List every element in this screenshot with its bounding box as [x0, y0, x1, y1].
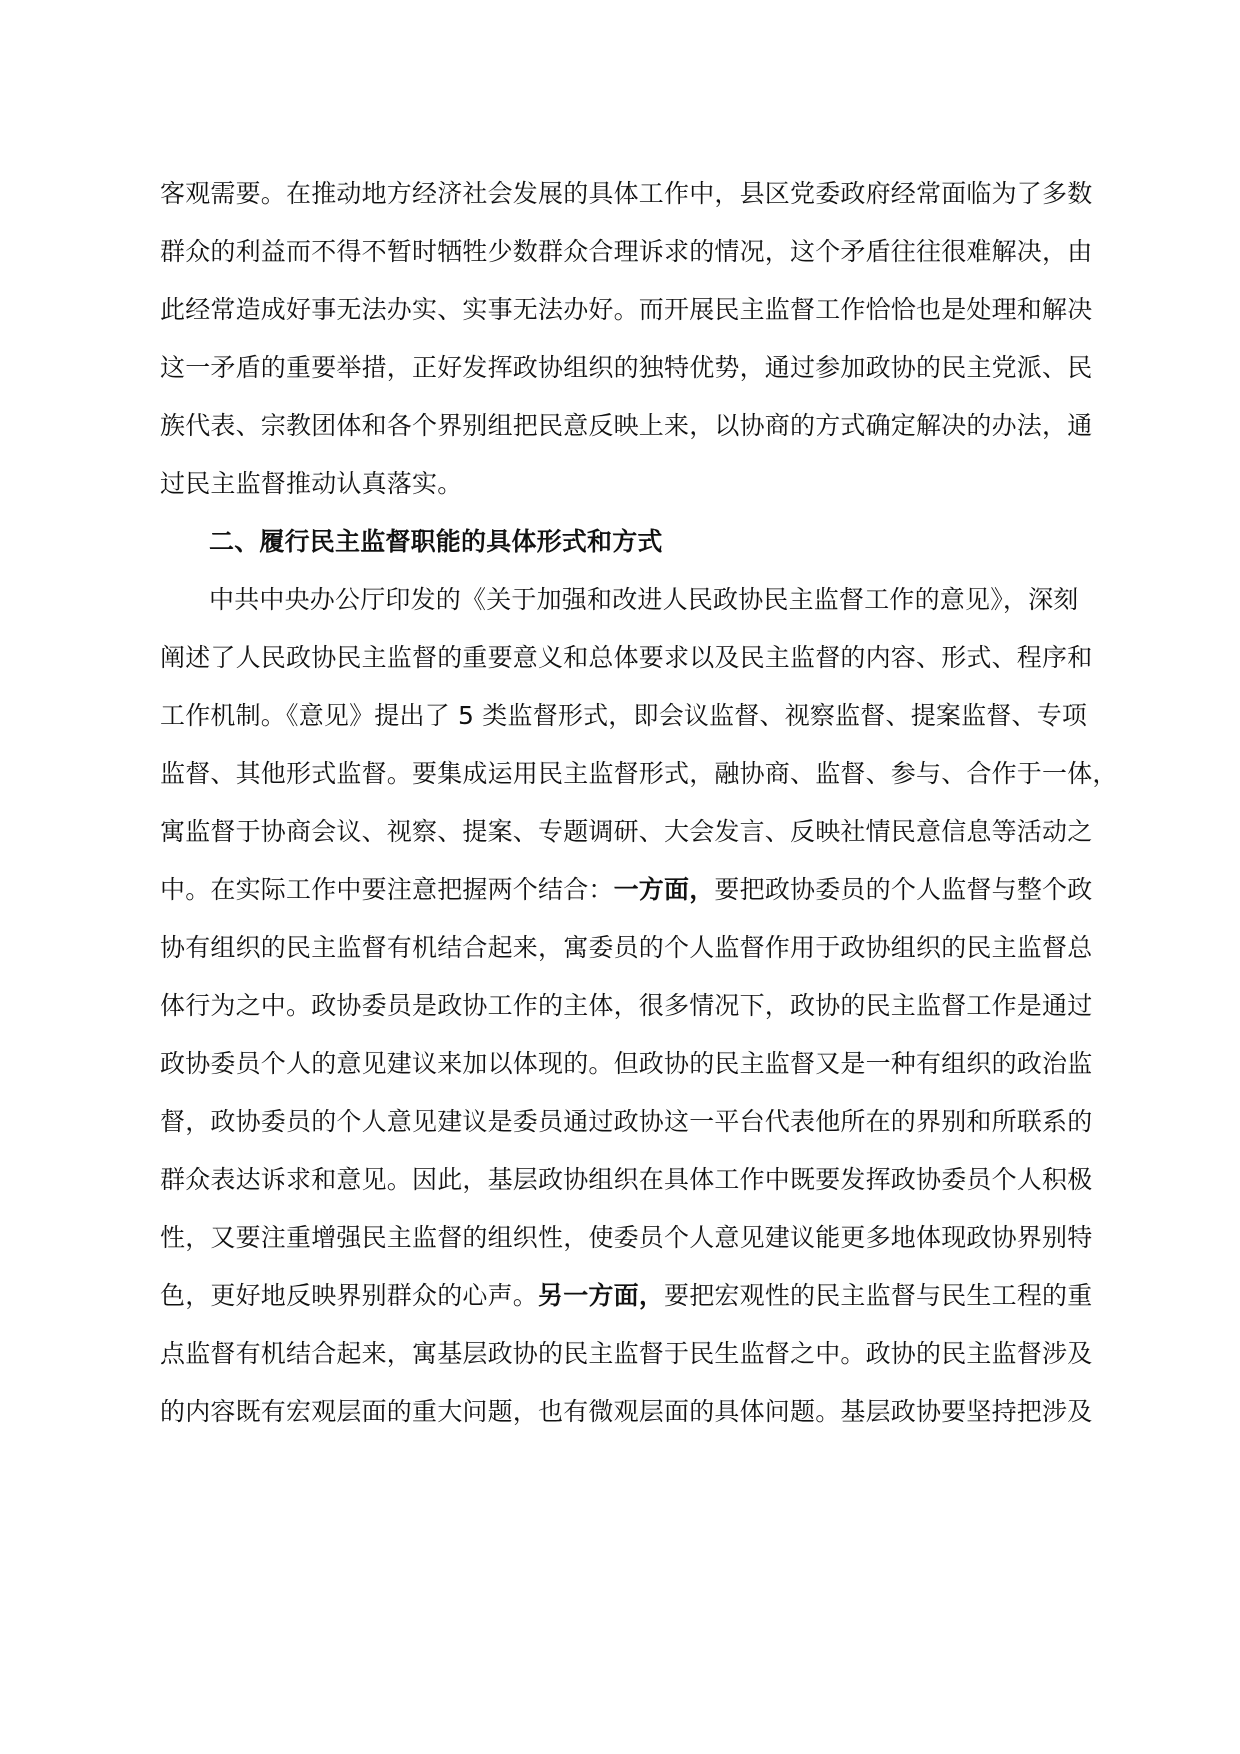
text-line: 性，又要注重增强民主监督的组织性，使委员个人意见建议能更多地体现政协界别特 — [160, 1223, 1093, 1252]
text-line: 客观需要。在推动地方经济社会发展的具体工作中，县区党委政府经常面临为了多数 — [160, 179, 1093, 208]
text-run: 色，更好地反映界别群众的心声。 — [160, 1281, 539, 1310]
text-run: 要把政协委员的个人监督与整个政 — [714, 875, 1093, 904]
text-line: 这一矛盾的重要举措，正好发挥政协组织的独特优势，通过参加政协的民主党派、民 — [160, 353, 1093, 382]
text-line: 中共中央办公厅印发的《关于加强和改进人民政协民主监督工作的意见》，深刻 — [209, 585, 1079, 614]
text-line: 工作机制。《意见》提出了 5 类监督形式，即会议监督、视察监督、提案监督、专项 — [160, 701, 1088, 730]
text-line: 政协委员个人的意见建议来加以体现的。但政协的民主监督又是一种有组织的政治监 — [160, 1049, 1093, 1078]
text-line — [160, 1276, 1100, 1316]
text-line: 寓监督于协商会议、视察、提案、专题调研、大会发言、反映社情民意信息等活动之 — [160, 817, 1093, 846]
bold-phrase: 另一方面， — [538, 1281, 665, 1310]
text-line: 此经常造成好事无法办实、实事无法办好。而开展民主监督工作恰恰也是处理和解决 — [160, 295, 1093, 324]
section-heading: 二、履行民主监督职能的具体形式和方式 — [209, 527, 663, 556]
text-line: 的内容既有宏观层面的重大问题，也有微观层面的具体问题。基层政协要坚持把涉及 — [160, 1397, 1093, 1426]
text-line: 群众表达诉求和意见。因此，基层政协组织在具体工作中既要发挥政协委员个人积极 — [160, 1165, 1093, 1194]
text-line: 点监督有机结合起来，寓基层政协的民主监督于民生监督之中。政协的民主监督涉及 — [160, 1339, 1093, 1368]
text-line — [160, 870, 1100, 910]
text-line: 阐述了人民政协民主监督的重要意义和总体要求以及民主监督的内容、形式、程序和 — [160, 643, 1093, 672]
text-line: 过民主监督推动认真落实。 — [160, 469, 463, 498]
text-run: 中。在实际工作中要注意把握两个结合： — [160, 875, 614, 904]
text-line: 督，政协委员的个人意见建议是委员通过政协这一平台代表他所在的界别和所联系的 — [160, 1107, 1093, 1136]
text-line: 族代表、宗教团体和各个界别组把民意反映上来，以协商的方式确定解决的办法，通 — [160, 411, 1093, 440]
bold-phrase: 一方面， — [613, 875, 715, 904]
text-line: 体行为之中。政协委员是政协工作的主体，很多情况下，政协的民主监督工作是通过 — [160, 991, 1093, 1020]
text-line: 群众的利益而不得不暂时牺牲少数群众合理诉求的情况，这个矛盾往往很难解决，由 — [160, 237, 1093, 266]
text-run: 要把宏观性的民主监督与民生工程的重 — [664, 1281, 1093, 1310]
text-line: 协有组织的民主监督有机结合起来，寓委员的个人监督作用于政协组织的民主监督总 — [160, 933, 1093, 962]
text-line: 监督、其他形式监督。要集成运用民主监督形式，融协商、监督、参与、合作于一体， — [160, 759, 1118, 788]
